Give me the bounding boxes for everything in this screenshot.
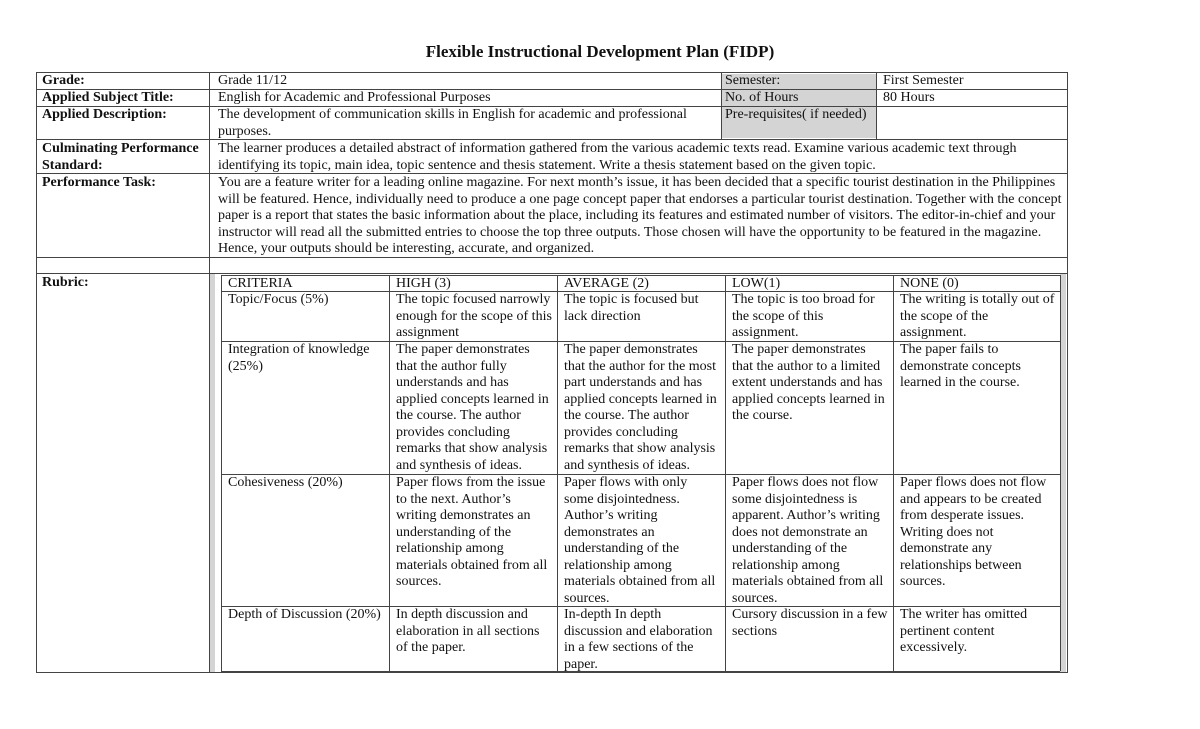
prereq-label: Pre-requisites( if needed): [725, 107, 867, 122]
task-value: You are a feature writer for a leading online magazine. For next month’s issue, it has been decided that a specific tourist destination in the Philippines will be featured. Hence, individually need to produce a one page concept paper that endorses a particular tourist destination. Together with the concept paper is a report that states the basic information about the place, including its features and estimated number of visitors. The editor-in-chief and your instructor will read all the submitted entries to choose the top three outputs. Those chosen will have the opportunity to be featured in the magazine. Hence, your outputs should be interesting, accurate, and organized.: [218, 175, 1062, 256]
rubric-cell-topic-focus-none: The writing is totally out of the scope of the assignment.: [900, 292, 1055, 340]
rubric-cell-integration-criteria: Integration of knowledge (25%): [228, 342, 370, 374]
rubric-cell-topic-focus-high: The topic focused narrowly enough for the scope of this assignment: [396, 292, 552, 340]
rubric-cell-depth-high: In depth discussion and elaboration in all sections of the paper.: [396, 607, 540, 655]
rubric-cell-depth-low: Cursory discussion in a few sections: [732, 607, 888, 639]
subject-label: Applied Subject Title:: [42, 90, 174, 105]
rubric-cell-cohesiveness-average: Paper flows with only some disjointedness. Author’s writing demonstrates an understanding of the relationship among materials obtained from all sources.: [564, 475, 716, 606]
rubric-label: Rubric:: [42, 275, 89, 290]
rubric-cell-topic-focus-criteria: Topic/Focus (5%): [228, 292, 329, 307]
standard-value: The learner produces a detailed abstract of information gathered from the various academic texts read. Examine various academic text through identifying its topic, main idea, topic sentence and thesis statement. Write a thesis statement based on the given topic.: [218, 141, 1017, 173]
rubric-cell-topic-focus-average: The topic is focused but lack direction: [564, 292, 699, 324]
description-label: Applied Description:: [42, 107, 167, 122]
rubric-cell-integration-high: The paper demonstrates that the author fully understands and has applied concepts learned in the course. The author provides concluding remarks that show analysis and synthesis of ideas.: [396, 342, 549, 473]
grade-label: Grade:: [42, 73, 85, 88]
rubric-cell-cohesiveness-high: Paper flows from the issue to the next. Author’s writing demonstrates an understanding of the relationship among materials obtained from all sources.: [396, 475, 548, 589]
task-label: Performance Task:: [42, 175, 156, 190]
description-value: The development of communication skills in English for academic and professional purposes.: [218, 107, 687, 139]
prereq-value: [880, 107, 1065, 139]
fidp-table: [36, 72, 1068, 673]
rubric-cell-cohesiveness-none: Paper flows does not flow and appears to be created from desperate issues. Writing does not demonstrate any relationships between sources.: [900, 475, 1047, 589]
hours-value: 80 Hours: [883, 90, 935, 105]
rubric-table: [221, 275, 1060, 671]
subject-value: English for Academic and Professional Purposes: [218, 90, 491, 105]
rubric-cell-header-high: HIGH (3): [396, 276, 451, 291]
rubric-cell-header-average: AVERAGE (2): [564, 276, 649, 291]
rubric-cell-topic-focus-low: The topic is too broad for the scope of this assignment.: [732, 292, 875, 340]
rubric-cell-depth-criteria: Depth of Discussion (20%): [228, 607, 381, 622]
rubric-cell-integration-average: The paper demonstrates that the author for the most part understands and has applied concepts learned in the course. The author provides concluding remarks that show analysis and synthesis of ideas.: [564, 342, 717, 473]
standard-label: Culminating Performance Standard:: [42, 141, 199, 173]
grade-value: Grade 11/12: [218, 73, 288, 88]
rubric-cell-cohesiveness-low: Paper flows does not flow some disjointedness is apparent. Author’s writing does not demonstrate an understanding of the relationship among materials obtained from all sources.: [732, 475, 884, 606]
rubric-cell-depth-average: In-depth In depth discussion and elaboration in a few sections of the paper.: [564, 607, 713, 671]
rubric-cell-header-none: NONE (0): [900, 276, 959, 291]
rubric-cell-depth-none: The writer has omitted pertinent content excessively.: [900, 607, 1028, 655]
rubric-cell-header-criteria: CRITERIA: [228, 276, 293, 291]
rubric-cell-integration-none: The paper fails to demonstrate concepts learned in the course.: [900, 342, 1021, 390]
rubric-cell-integration-low: The paper demonstrates that the author to a limited extent understands and has applied concepts learned in the course.: [732, 342, 885, 423]
rubric-cell-cohesiveness-criteria: Cohesiveness (20%): [228, 475, 343, 490]
semester-label: Semester:: [725, 73, 781, 88]
semester-value: First Semester: [883, 73, 964, 88]
hours-label: No. of Hours: [725, 90, 799, 105]
page-title: Flexible Instructional Development Plan (FIDP): [425, 42, 775, 61]
rubric-cell-header-low: LOW(1): [732, 276, 781, 291]
